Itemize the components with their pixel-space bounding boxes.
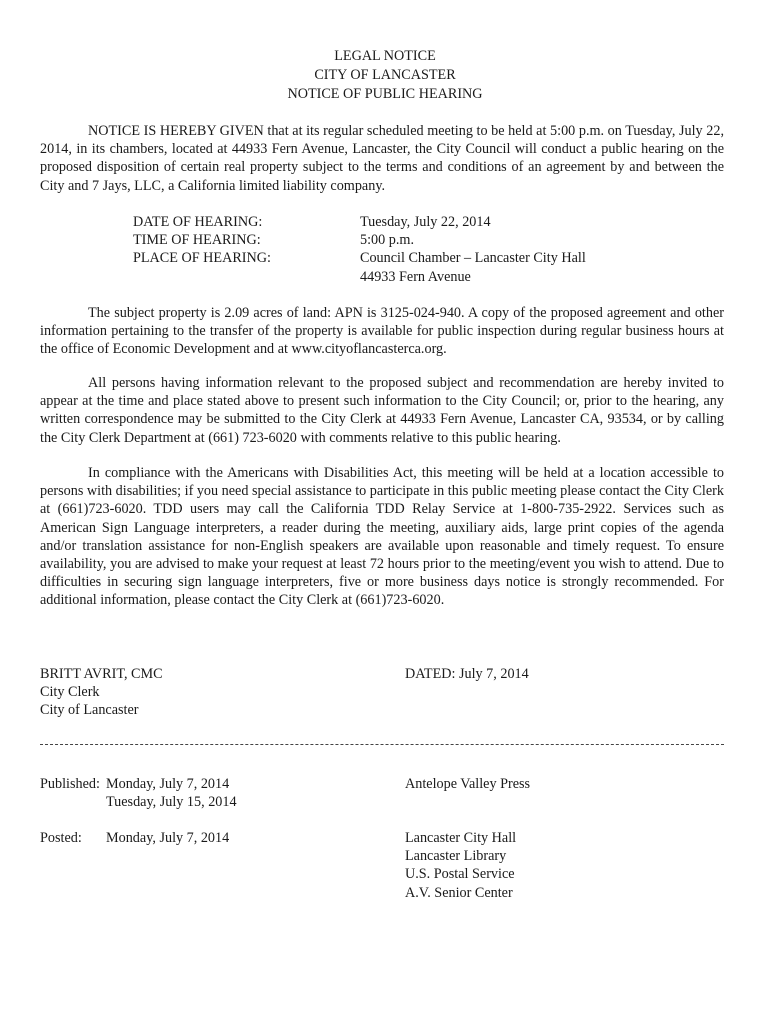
place-label: PLACE OF HEARING: (133, 250, 271, 267)
intro-text: NOTICE IS HEREBY GIVEN that at its regular scheduled meeting to be held at 5:00 p.m. on Tuesday, July 22, 2014, in its chambers, located at 44933 Fern Avenue, Lancaster, the City Council will conduct a public hearing on the proposed disposition of certain real property subject to the terms and conditions of an agreement by and between the City and 7 Jays, LLC, a California limited liability company. (40, 123, 724, 194)
date-value: Tuesday, July 22, 2014 (360, 214, 491, 230)
ada-text: In compliance with the Americans with Disabilities Act, this meeting will be held at a location accessible to persons with disabilities; if you need special assistance to participate in this public meeting please contact the City Clerk at (661)723-6020. TDD users may call the California TDD Relay Service at 1-800-735-2922. Services such as American Sign Language interpreters, a reader during the meeting, auxiliary aids, large print copies of the agenda and/or translation assistance for non-English speakers are available upon reasonable and timely request. To ensure availability, you are advised to make your request at least 72 hours prior to the meeting/event you wish to attend. Due to difficulties in securing sign language interpreters, five or more business days notice is strongly recommended. For additional information, please contact the City Clerk at (661)723-6020. (40, 465, 724, 609)
hearing-date-row (133, 213, 680, 231)
hearing-time-row (133, 231, 680, 249)
place-value-line-2: 44933 Fern Avenue (360, 268, 471, 285)
property-paragraph (40, 304, 724, 359)
posted-location: Lancaster City Hall (405, 830, 517, 846)
posted-label: Posted: (40, 830, 82, 846)
dated-line: DATED: July 7, 2014 (405, 666, 529, 682)
published-date-2: Tuesday, July 15, 2014 (106, 794, 237, 811)
posted-date: Monday, July 7, 2014 (106, 830, 230, 846)
time-label: TIME OF HEARING: (133, 232, 261, 249)
header-city: CITY OF LANCASTER (314, 67, 456, 83)
published-label: Published: (40, 776, 100, 792)
posted-location: A.V. Senior Center (405, 884, 513, 901)
published-dates (106, 775, 237, 811)
header-notice-title: NOTICE OF PUBLIC HEARING (287, 86, 483, 102)
place-value (360, 249, 680, 285)
persons-text: All persons having information relevant to the proposed subject and recommendation are hereby invited to appear at the time and place stated above to present such information to the City Council; or, prior to the hearing, any written correspondence may be submitted to the City Clerk at 44933 Fern Avenue, Lancaster CA, 93534, or by calling the City Clerk Department at (661) 723-6020 with comments relative to this public hearing. (40, 375, 724, 446)
notice-header (0, 47, 770, 104)
place-value-line-1: Council Chamber – Lancaster City Hall (360, 250, 586, 267)
posted-location: Lancaster Library (405, 848, 507, 865)
clerk-name: BRITT AVRIT, CMC (40, 666, 163, 682)
intro-paragraph (40, 122, 724, 195)
posted-location: U.S. Postal Service (405, 866, 515, 883)
clerk-title: City Clerk (40, 684, 100, 701)
hearing-place-row (133, 249, 680, 285)
ada-paragraph (40, 464, 724, 610)
posted-block (40, 829, 229, 847)
signature-block (40, 665, 163, 720)
publisher-name: Antelope Valley Press (405, 776, 531, 792)
dashed-divider (40, 744, 724, 745)
published-block (40, 775, 237, 811)
date-label: DATE OF HEARING: (133, 214, 263, 230)
clerk-org: City of Lancaster (40, 702, 139, 719)
property-text: The subject property is 2.09 acres of land: APN is 3125-024-940. A copy of the proposed agreement and other information pertaining to the transfer of the property is available for public inspection during regular business hours at the office of Economic Development and at www.cityoflancasterca.org. (40, 305, 724, 358)
posted-locations (405, 829, 516, 902)
published-date-1: Monday, July 7, 2014 (106, 776, 230, 792)
hearing-details (133, 213, 680, 286)
time-value: 5:00 p.m. (360, 232, 414, 249)
header-legal-notice: LEGAL NOTICE (334, 48, 436, 64)
persons-paragraph (40, 374, 724, 447)
